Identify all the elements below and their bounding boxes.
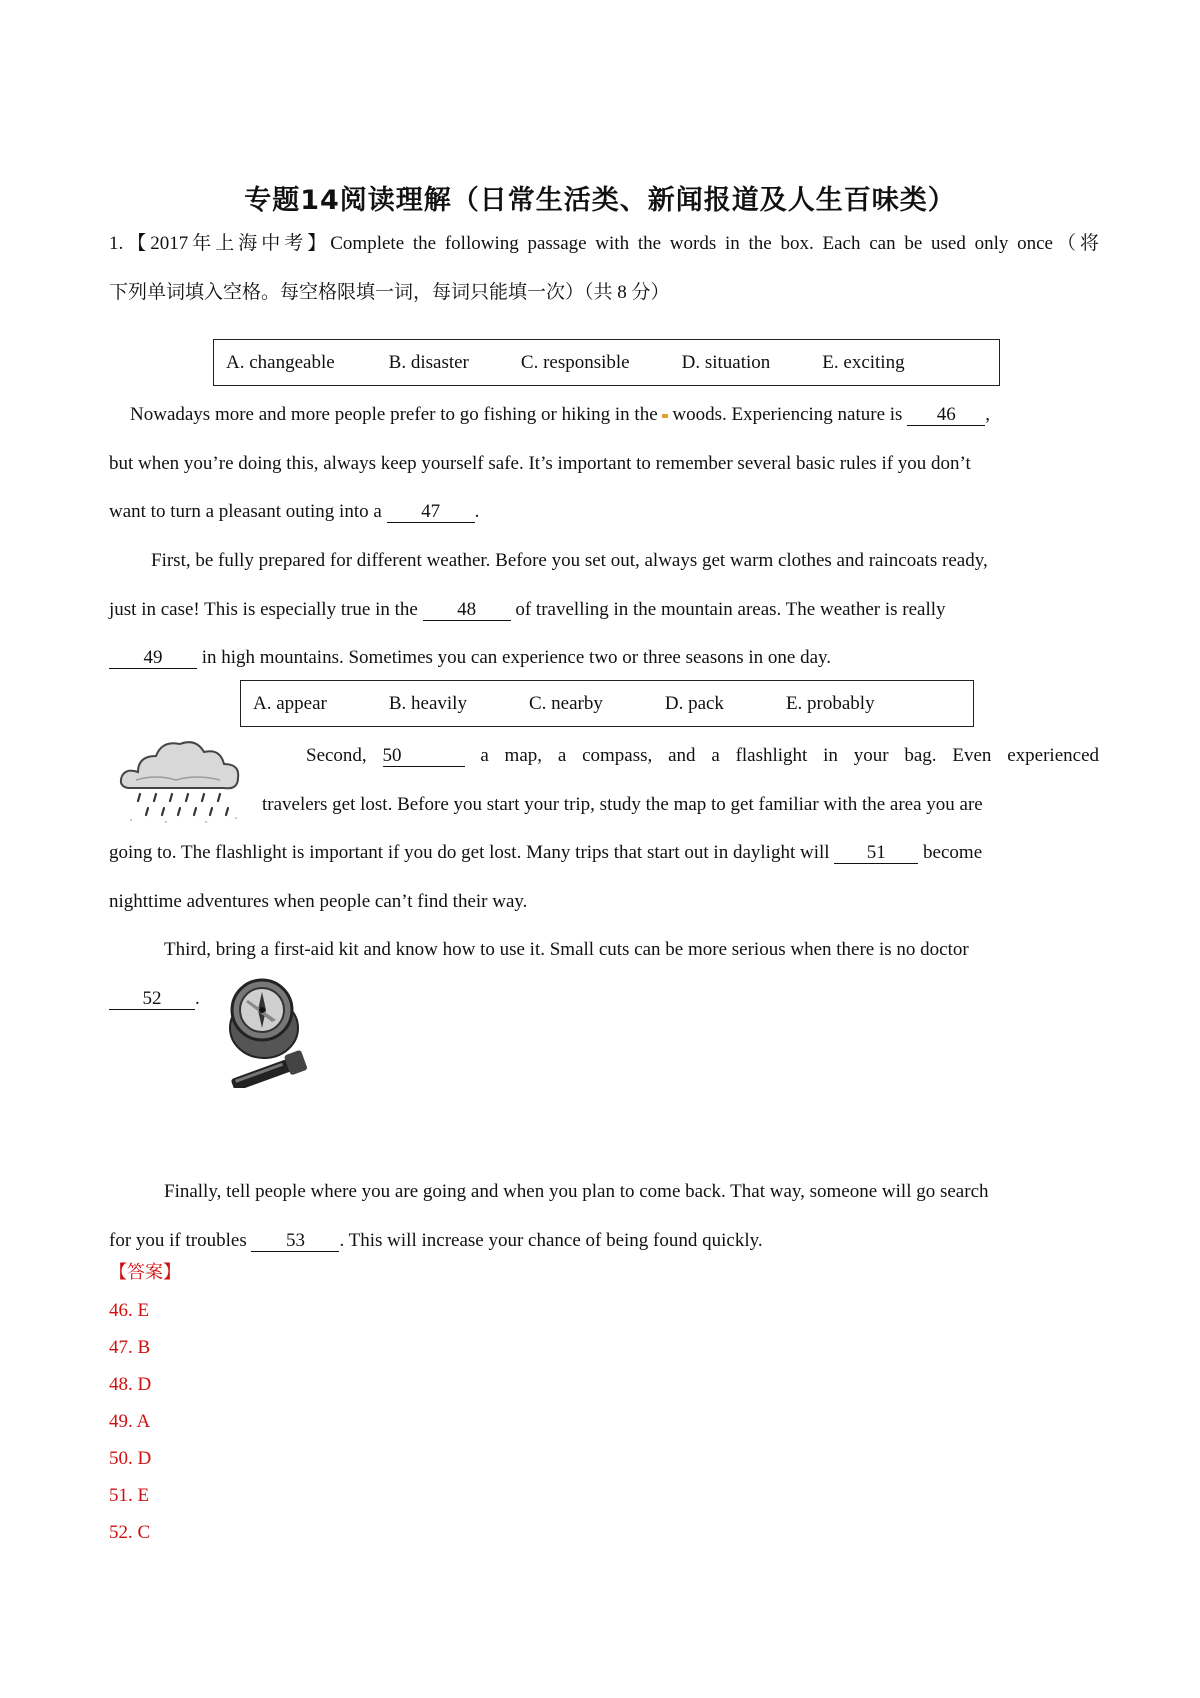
text-run: travelers get lost. Before you start your trip, study the map to get familiar with the area you are	[262, 793, 983, 815]
blank-49[interactable]: 49	[109, 648, 197, 669]
answer-item: 52. C	[109, 1522, 151, 1543]
word-box-2	[240, 680, 974, 727]
text-run: Nowadays more and more people prefer to go fishing or hiking in the	[130, 404, 663, 425]
paragraph-1	[109, 391, 1099, 537]
text-run: woods. Experiencing nature is	[672, 404, 908, 425]
text-run: nighttime adventures when people can’t find their way.	[109, 890, 528, 912]
text-run: .	[474, 501, 480, 522]
text-run: become	[918, 842, 983, 863]
text-run: First, be fully prepared for different weather. Before you set out, always get warm clothes and raincoats ready,	[151, 550, 988, 571]
word-option: D. situation	[681, 351, 771, 373]
word-option: A. appear	[253, 692, 327, 714]
text-run: Finally, tell people where you are going and when you plan to come back. That way, someone will go search	[164, 1181, 989, 1202]
answer-item: 47. B	[109, 1337, 151, 1358]
text-run: Third, bring a first-aid kit and know how to use it. Small cuts can be more serious when there is no doctor	[164, 939, 969, 960]
text-run: in high mountains. Sometimes you can experience two or three seasons in one day.	[197, 647, 832, 668]
word-option: C. nearby	[528, 692, 603, 714]
text-run: want to turn a pleasant outing into a	[109, 501, 387, 522]
question-number: 1.	[109, 233, 124, 254]
text-run: of travelling in the mountain areas. The weather is really	[510, 598, 946, 620]
blank-50[interactable]: 50	[383, 746, 465, 767]
question-instruction-cn: （将	[1052, 233, 1099, 254]
question-instruction: Complete the following passage with the words in the box. Each can be used only once	[330, 233, 1053, 254]
blank-48[interactable]: 48	[423, 600, 511, 621]
paragraph-3	[109, 732, 1099, 926]
word-option: B. heavily	[388, 692, 467, 714]
text-run: a map, a compass, and a flashlight in your bag. Even experienced	[464, 745, 1099, 766]
text-run: .	[195, 987, 200, 1009]
text-run: going to. The flashlight is important if you do get lost. Many trips that start out in daylight will	[109, 842, 835, 863]
page-title: 专题14阅读理解（日常生活类、新闻报道及人生百味类）	[244, 185, 956, 216]
ink-mark	[662, 414, 668, 418]
blank-52[interactable]: 52	[109, 989, 195, 1010]
text-run: but when you’re doing this, always keep yourself safe. It’s important to remember several basic rules if you don’t	[109, 452, 971, 474]
answer-item: 48. D	[109, 1374, 152, 1395]
question-header	[109, 220, 1099, 317]
text-run: Second,	[306, 745, 383, 766]
answer-item: 50. D	[109, 1448, 152, 1469]
question-instruction-cn-line2: 下列单词填入空格。每空格限填一词，每词只能填一次）（共 8 分）	[109, 281, 670, 303]
text-run: ,	[985, 404, 990, 425]
blank-46[interactable]: 46	[907, 405, 985, 426]
compass-flashlight-icon	[226, 970, 312, 1088]
text-run: . This will increase your chance of being found quickly.	[339, 1229, 763, 1251]
word-option: B. disaster	[388, 351, 469, 373]
text-run: for you if troubles	[109, 1229, 252, 1251]
paragraph-2	[109, 537, 1099, 683]
answer-item: 51. E	[109, 1485, 150, 1506]
blank-47[interactable]: 47	[387, 502, 475, 523]
word-option: C. responsible	[520, 351, 630, 373]
blank-51[interactable]: 51	[834, 843, 918, 864]
paragraph-5	[109, 1168, 1099, 1265]
word-option: A. changeable	[226, 351, 335, 373]
word-option: E. probably	[785, 692, 875, 714]
text-run: just in case! This is especially true in the	[109, 598, 423, 620]
answer-item: 49. A	[109, 1411, 151, 1432]
answer-label: 【答案】	[109, 1262, 181, 1283]
word-option: E. exciting	[822, 351, 905, 373]
answer-item: 46. E	[109, 1300, 150, 1321]
word-option: D. pack	[664, 692, 724, 714]
word-box-1	[213, 339, 1000, 386]
blank-53[interactable]: 53	[251, 1231, 339, 1252]
question-source: 【2017年上海中考】	[123, 233, 331, 254]
